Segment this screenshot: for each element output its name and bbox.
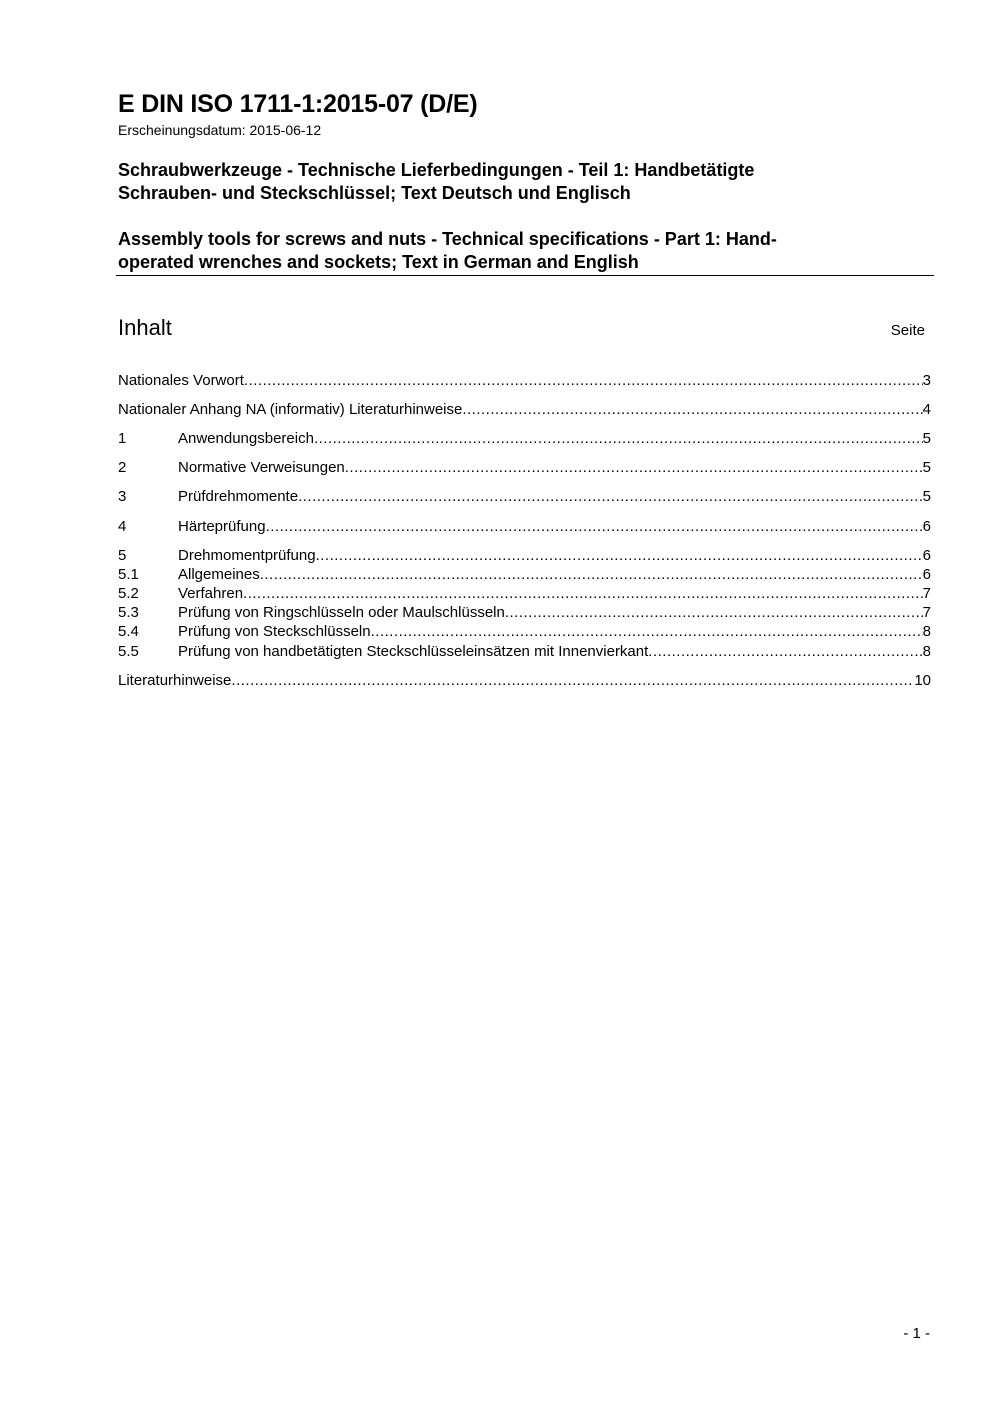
toc-entry[interactable]	[118, 546, 931, 565]
toc-entry-title: Allgemeines	[178, 566, 260, 583]
toc-entry-page: 4	[922, 401, 931, 418]
toc-leader-dots	[260, 565, 923, 584]
publication-date: Erscheinungsdatum: 2015-06-12	[118, 122, 322, 138]
toc-entry[interactable]	[118, 458, 931, 477]
toc-entry-page: 8	[922, 643, 931, 660]
toc-entry-page: 7	[922, 585, 931, 602]
toc-entry[interactable]	[118, 642, 931, 661]
toc-heading: Inhalt	[118, 315, 172, 340]
toc-entry-title: Anwendungsbereich	[178, 430, 314, 447]
toc-page-column-label: Seite	[890, 322, 925, 339]
title-german-line-1: Schraubwerkzeuge - Technische Lieferbedingungen - Teil 1: Handbetätigte	[118, 160, 755, 180]
title-english	[118, 228, 918, 274]
toc-entry-number: 5.3	[118, 604, 139, 621]
toc-leader-dots	[462, 400, 922, 419]
toc-entry-title: Prüfung von Steckschlüsseln	[178, 623, 371, 640]
document-id: E DIN ISO 1711-1:2015-07 (D/E)	[118, 90, 478, 118]
toc-entry-page: 10	[914, 672, 931, 689]
toc-entry-title: Prüfung von handbetätigten Steckschlüsseleinsätzen mit Innenvierkant	[178, 643, 649, 660]
title-english-line-1: Assembly tools for screws and nuts - Technical specifications - Part 1: Hand-	[118, 229, 777, 249]
toc-entry[interactable]	[118, 400, 931, 419]
toc-leader-dots	[231, 671, 914, 690]
toc-entry[interactable]	[118, 584, 931, 603]
toc-entry-title: Prüfung von Ringschlüsseln oder Maulschlüsseln	[178, 604, 505, 621]
toc-leader-dots	[298, 487, 923, 506]
toc-entry-number: 2	[118, 459, 127, 476]
toc-entry-page: 5	[922, 430, 931, 447]
toc-entry[interactable]	[118, 603, 931, 622]
toc-entry-page: 8	[922, 623, 931, 640]
toc-entry-number: 3	[118, 488, 127, 505]
header-divider	[116, 275, 934, 276]
toc-entry-number: 5.4	[118, 623, 139, 640]
toc-entry[interactable]	[118, 671, 931, 690]
toc-entry-title: Normative Verweisungen	[178, 459, 345, 476]
toc-leader-dots	[648, 642, 922, 661]
toc-entry-title: Prüfdrehmomente	[178, 488, 299, 505]
toc-leader-dots	[243, 584, 923, 603]
toc-entry-title: Nationales Vorwort	[118, 372, 244, 389]
toc-leader-dots	[505, 603, 923, 622]
toc-entry-page: 6	[922, 518, 931, 535]
toc-entry-number: 5.2	[118, 585, 139, 602]
toc-entry-title: Verfahren	[178, 585, 244, 602]
toc-entry-number: 4	[118, 518, 127, 535]
toc-entry-number: 1	[118, 430, 127, 447]
toc-entry[interactable]	[118, 565, 931, 584]
toc-entry-page: 6	[922, 566, 931, 583]
toc-entry-title: Nationaler Anhang NA (informativ) Literaturhinweise	[118, 401, 463, 418]
toc-entry-page: 5	[922, 459, 931, 476]
toc-entry-page: 3	[922, 372, 931, 389]
toc-leader-dots	[244, 371, 923, 390]
title-german	[118, 159, 918, 205]
toc-entry-page: 6	[922, 547, 931, 564]
page-number: - 1 -	[903, 1325, 930, 1342]
toc-leader-dots	[314, 429, 923, 448]
toc-leader-dots	[371, 622, 923, 641]
toc-entry-number: 5.1	[118, 566, 139, 583]
toc-entry-title: Härteprüfung	[178, 518, 266, 535]
toc-leader-dots	[266, 517, 923, 536]
toc-entry[interactable]	[118, 622, 931, 641]
toc-entry[interactable]	[118, 429, 931, 448]
toc-entry-number: 5	[118, 547, 127, 564]
toc-leader-dots	[345, 458, 923, 477]
toc-entry[interactable]	[118, 371, 931, 390]
toc-entry-number: 5.5	[118, 643, 139, 660]
toc-leader-dots	[316, 546, 923, 565]
title-english-line-2: operated wrenches and sockets; Text in German and English	[118, 252, 639, 272]
toc-entry[interactable]	[118, 517, 931, 536]
title-german-line-2: Schrauben- und Steckschlüssel; Text Deutsch und Englisch	[118, 183, 631, 203]
toc-entry-page: 7	[922, 604, 931, 621]
toc-entry-page: 5	[922, 488, 931, 505]
toc-entry-title: Literaturhinweise	[118, 672, 232, 689]
toc-entry[interactable]	[118, 487, 931, 506]
toc-entry-title: Drehmomentprüfung	[178, 547, 316, 564]
